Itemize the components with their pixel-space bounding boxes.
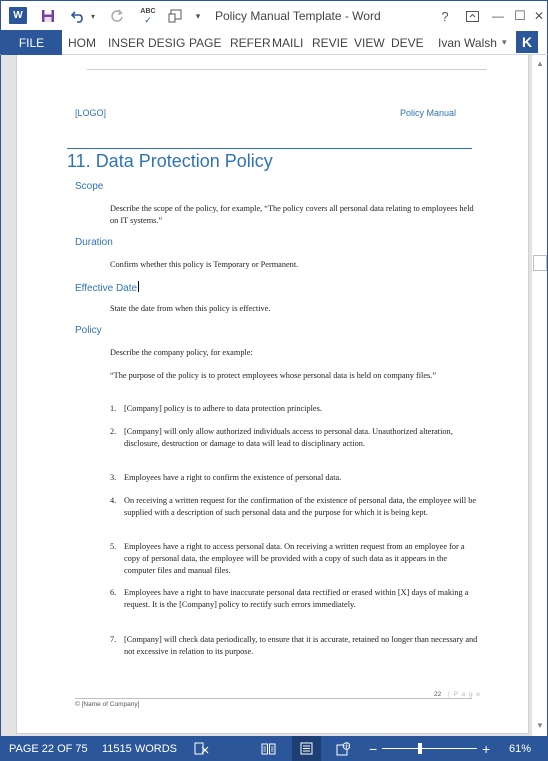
list-item: Employees have a right to have inaccurate personal data rectified or erased within [X] days of making a request. It is the [Company] policy to rectify such errors immediately. (124, 588, 469, 609)
scroll-up-icon[interactable]: ▲ (536, 59, 544, 68)
list-item-number: 5. (110, 542, 117, 551)
spelling-icon[interactable]: ABC ✓ (140, 7, 156, 25)
list-item: On receiving a written request for the confirmation of the existence of personal data, the employee will be supplied with a description of such personal data and the purpose for which it is being kept. (124, 496, 477, 517)
scroll-down-icon[interactable]: ▼ (536, 721, 544, 730)
tab-review[interactable]: REVIE (312, 35, 349, 50)
list-item-number: 3. (110, 473, 117, 482)
document-title: Policy Manual Template - Word (215, 9, 381, 23)
zoom-out-button[interactable]: − (369, 740, 378, 757)
word-app-icon[interactable]: W (9, 7, 27, 24)
footer-divider (75, 698, 472, 699)
tab-view[interactable]: VIEW (354, 35, 385, 50)
footer-page-number: 22 (434, 691, 442, 698)
tab-developer[interactable]: DEVE (391, 35, 424, 50)
tab-insert[interactable]: INSER (108, 35, 145, 50)
user-dropdown-icon[interactable]: ▾ (502, 37, 507, 47)
scope-text: Describe the scope of the policy, for example, “The policy covers all personal data relating to employees held on IT systems.” (110, 204, 474, 225)
list-item: [Company] will only allow authorized individuals access to personal data. Unauthorized alteration, disclosure, destruction or damage to data will lead to disciplinary action. (124, 427, 453, 448)
tab-page-layout[interactable]: PAGE (189, 35, 222, 50)
close-icon[interactable]: ✕ (533, 9, 545, 23)
word-count[interactable]: 11515 WORDS (102, 742, 177, 755)
policy-heading: Policy (75, 325, 102, 336)
read-mode-icon[interactable] (261, 736, 276, 761)
page-top-divider (87, 69, 487, 70)
footer-page-label: | P a g e (448, 691, 481, 698)
customize-qat-icon[interactable]: ▾ (195, 10, 201, 21)
list-item-number: 1. (110, 404, 117, 413)
save-icon[interactable] (37, 1, 59, 31)
header-logo: [LOGO] (75, 108, 107, 118)
tab-mailings[interactable]: MAILI (272, 35, 304, 50)
zoom-slider[interactable] (382, 748, 477, 749)
heading-rule (67, 148, 472, 149)
ribbon-tabs (0, 30, 548, 55)
page-count[interactable]: PAGE 22 OF 75 (9, 742, 88, 755)
user-name[interactable]: Ivan Walsh (438, 35, 497, 50)
header-title: Policy Manual (400, 108, 457, 118)
effective-date-label: Effective Date (75, 283, 138, 294)
scope-heading: Scope (75, 181, 104, 192)
text-cursor (138, 281, 139, 292)
list-item-number: 2. (110, 427, 117, 436)
footer-company: © [Name of Company] (75, 701, 140, 708)
zoom-level[interactable]: 61% (509, 742, 532, 755)
duration-heading: Duration (75, 237, 113, 248)
list-item: [Company] policy is to adhere to data protection principles. (124, 404, 322, 413)
undo-dropdown-icon[interactable]: ▾ (90, 11, 95, 21)
minimize-icon[interactable]: — (492, 9, 504, 23)
policy-intro: Describe the company policy, for example: (110, 348, 253, 357)
policy-quote: “The purpose of the policy is to protect employees whose personal data is held on company files.” (110, 371, 437, 380)
effective-date-heading (75, 281, 139, 294)
list-item-number: 7. (110, 635, 117, 644)
document-page[interactable] (16, 55, 529, 734)
redo-icon[interactable] (107, 1, 127, 31)
list-item: Employees have a right to confirm the existence of personal data. (124, 473, 342, 482)
list-item: [Company] will check data periodically, to ensure that it is accurate, retained no longer than necessary and not excessive in relation to its purpose. (124, 635, 478, 656)
maximize-icon[interactable]: ☐ (514, 8, 526, 23)
list-item: Employees have a right to access personal data. On receiving a written request from an employee for a copy of personal data, the employee will be provided with a copy of such data as it appears in the computer files and manual files. (124, 542, 465, 575)
print-layout-icon[interactable] (292, 736, 321, 761)
effective-date-text: State the date from when this policy is effective. (110, 304, 271, 313)
document-area (0, 55, 548, 736)
status-bar (0, 736, 548, 761)
touch-mode-icon[interactable] (164, 1, 186, 31)
page-heading: 11. Data Protection Policy (67, 151, 273, 171)
ribbon-display-icon[interactable] (461, 1, 483, 31)
scrollbar-thumb[interactable] (533, 255, 547, 271)
duration-text: Confirm whether this policy is Temporary or Permanent. (110, 260, 299, 269)
title-bar (0, 0, 548, 30)
web-layout-icon[interactable] (336, 736, 350, 761)
tab-references[interactable]: REFER (230, 35, 271, 50)
tab-home[interactable]: HOM (68, 35, 96, 50)
vertical-scrollbar[interactable] (531, 55, 548, 736)
avatar[interactable]: K (516, 31, 538, 53)
undo-icon[interactable] (67, 1, 89, 31)
help-icon[interactable]: ? (441, 8, 449, 24)
list-item-number: 6. (110, 588, 117, 597)
tab-file[interactable]: FILE (1, 30, 62, 55)
tab-design[interactable]: DESIG (148, 35, 186, 50)
proofing-icon[interactable] (194, 736, 209, 761)
zoom-in-button[interactable]: + (482, 740, 491, 757)
list-item-number: 4. (110, 496, 117, 505)
zoom-slider-thumb[interactable] (418, 743, 422, 754)
